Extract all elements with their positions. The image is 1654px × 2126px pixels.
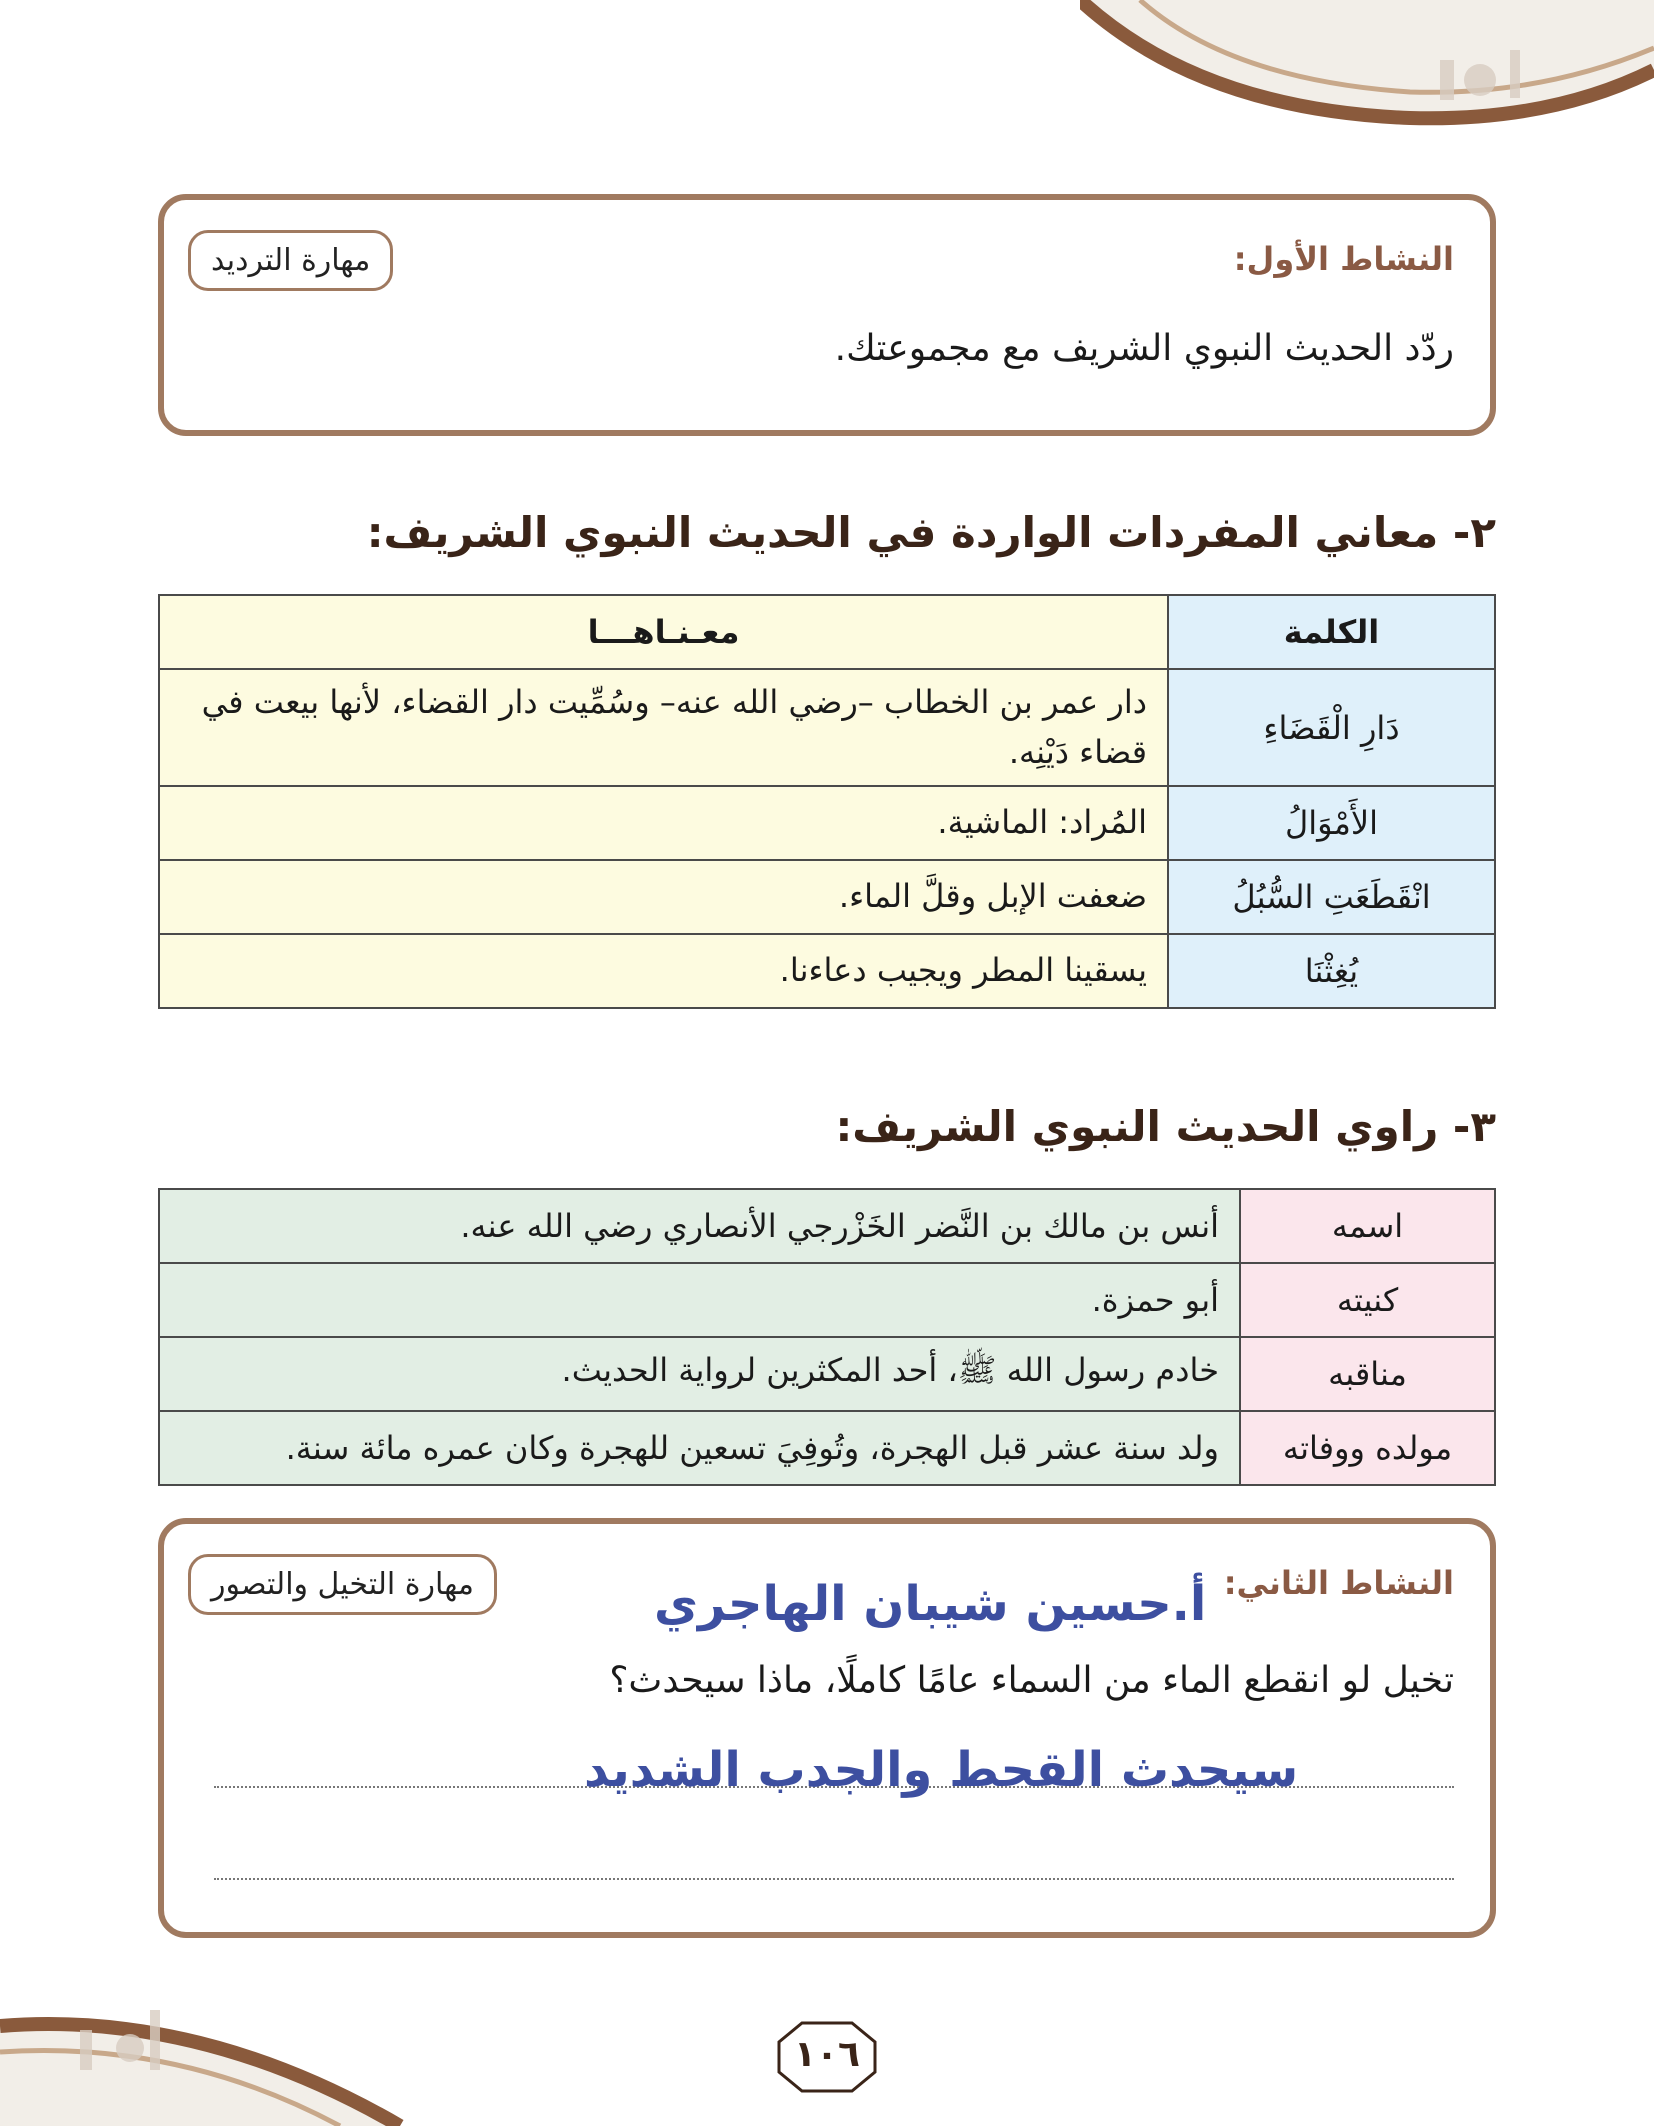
narrator-table: [158, 1188, 1496, 1486]
vocab-meaning: يسقينا المطر ويجيب دعاءنا.: [159, 934, 1168, 1008]
activity-one-box: [158, 194, 1496, 436]
page-number: ١٠٦: [794, 2034, 860, 2075]
handwritten-answer: سيحدث القحط والجدب الشديد: [584, 1742, 1299, 1798]
vocab-meaning: ضعفت الإبل وقلَّ الماء.: [159, 860, 1168, 934]
activity-two-title: النشاط الثاني:: [1223, 1564, 1454, 1602]
vocabulary-heading: ٢- معاني المفردات الواردة في الحديث النبوي الشريف:: [366, 508, 1496, 557]
table-row: [159, 934, 1495, 1008]
word-column-header: الكلمة: [1168, 595, 1495, 669]
activity-two-box: [158, 1518, 1496, 1938]
decorative-top-arc: [1080, 0, 1654, 140]
table-row: [159, 1263, 1495, 1337]
activity-one-instruction: ردّد الحديث النبوي الشريف مع مجموعتك.: [834, 328, 1454, 369]
vocab-meaning: دار عمر بن الخطاب –رضي الله عنه– وسُمِّيت دار القضاء، لأنها بيعت في قضاء دَيْنِه.: [159, 669, 1168, 786]
decorative-bottom-arc: [0, 1970, 460, 2126]
narrator-label: كنيته: [1240, 1263, 1495, 1337]
table-header-row: [159, 595, 1495, 669]
answer-line-2[interactable]: [214, 1878, 1454, 1880]
table-row: [159, 1189, 1495, 1263]
narrator-label: مولده ووفاته: [1240, 1411, 1495, 1485]
vocab-word: دَارِ الْقَضَاءِ: [1168, 669, 1495, 786]
narrator-value: خادم رسول الله ﷺ، أحد المكثرين لرواية الحديث.: [159, 1337, 1240, 1411]
meaning-column-header: معـنـاهـــا: [159, 595, 1168, 669]
narrator-heading: ٣- راوي الحديث النبوي الشريف:: [835, 1102, 1496, 1151]
table-row: [159, 669, 1495, 786]
skill-badge-imagination: مهارة التخيل والتصور: [188, 1554, 497, 1615]
activity-one-title: النشاط الأول:: [1233, 240, 1454, 278]
teacher-name: أ.حسين شيبان الهاجري: [654, 1576, 1207, 1632]
vocab-word: انْقَطَعَتِ السُّبُلُ: [1168, 860, 1495, 934]
skill-badge-repetition: مهارة الترديد: [188, 230, 393, 291]
table-row: [159, 1411, 1495, 1485]
page-number-badge: [776, 2020, 878, 2094]
table-row: [159, 786, 1495, 860]
table-row: [159, 1337, 1495, 1411]
vocab-word: يُغِثْنَا: [1168, 934, 1495, 1008]
narrator-value: أنس بن مالك بن النَّضر الخَزْرجي الأنصاري رضي الله عنه.: [159, 1189, 1240, 1263]
vocab-meaning: المُراد: الماشية.: [159, 786, 1168, 860]
activity-two-instruction: تخيل لو انقطع الماء من السماء عامًا كاملًا، ماذا سيحدث؟: [609, 1660, 1454, 1701]
narrator-value: ولد سنة عشر قبل الهجرة، وتُوفِيَ تسعين للهجرة وكان عمره مائة سنة.: [159, 1411, 1240, 1485]
narrator-label: مناقبه: [1240, 1337, 1495, 1411]
vocab-word: الأَمْوَالُ: [1168, 786, 1495, 860]
narrator-value: أبو حمزة.: [159, 1263, 1240, 1337]
narrator-label: اسمه: [1240, 1189, 1495, 1263]
table-row: [159, 860, 1495, 934]
vocabulary-table: [158, 594, 1496, 1009]
